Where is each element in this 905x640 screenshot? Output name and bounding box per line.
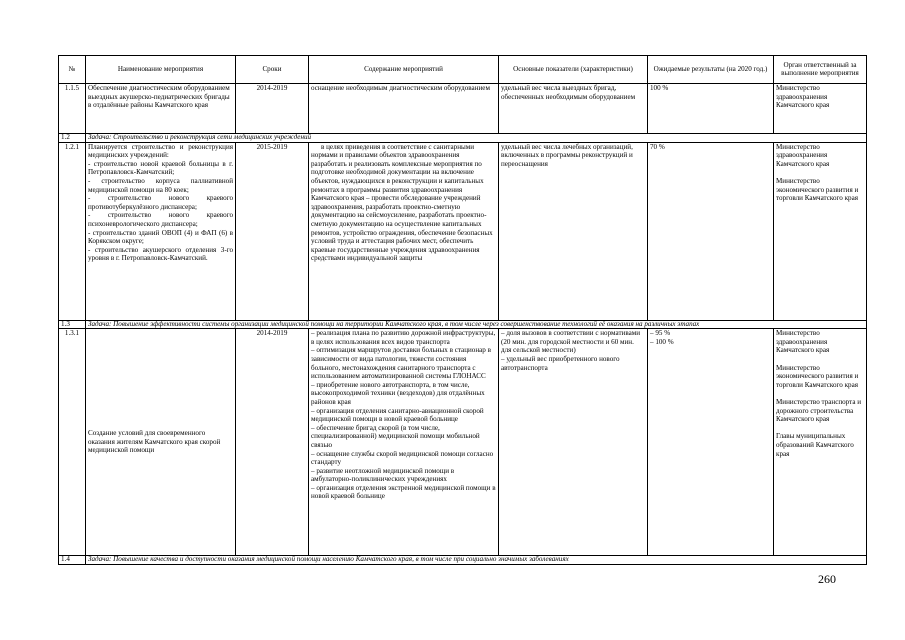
row-name: Обеспечение диагностическим оборудованием выездных акушерско-педиатрических бригады в отдалённые районы Камчатского края: [86, 84, 236, 134]
org-line: Главы муниципальных образований Камчатского края: [776, 432, 854, 458]
content-line: – организация отделения санитарно-авиационной скорой медицинской помощи в новой краевой больнице: [311, 406, 484, 424]
task-text: Задача: Строительство и реконструкция сети медицинских учреждений: [86, 134, 867, 143]
indicator-line: – доля вызовов в соответствии с нормативами (20 мин. для городской местности и 60 мин. для сельской местности): [501, 329, 641, 355]
task-num: 1.2: [59, 134, 86, 143]
content-line: – развитие неотложной медицинской помощи в амбулаторно-поликлинических учреждениях: [311, 466, 455, 484]
org-line: Министерство экономического развития и торговли Камчатского края: [776, 176, 859, 203]
name-line: - строительство новой краевой больницы в г. Петропавловск-Камчатский;: [88, 159, 233, 177]
header-indicators: Основные показатели (характеристики): [499, 56, 648, 84]
row-org: [774, 142, 867, 320]
row-results: 100 %: [648, 84, 774, 134]
header-num: №: [59, 56, 86, 84]
org-line: Министерство экономического развития и торговли Камчатского края: [776, 363, 859, 389]
row-org: [774, 329, 867, 556]
table-header-row: [59, 56, 867, 84]
name-line: - строительство нового краевого психоневрологического диспансера;: [88, 211, 233, 228]
name-line: - строительство акушерского отделения 3-го уровня в г. Петропавловск-Камчатский.: [88, 245, 233, 263]
org-line: Министерство здравоохранения Камчатского края: [776, 142, 830, 168]
row-term: 2014-2019: [236, 84, 309, 134]
row-indicators: удельный вес числа выездных бригад, обеспеченных необходимым оборудованием: [499, 84, 648, 134]
content-line: – обеспечение бригад скорой (в том числе, специализированной) медицинской помощи мобильной связью: [311, 423, 480, 449]
row-num: 1.3.1: [59, 329, 86, 556]
row-content: оснащение необходимым диагностическим оборудованием: [309, 84, 499, 134]
row-term: 2014-2019: [236, 329, 309, 556]
header-results: Ожидаемые результаты (на 2020 год.): [648, 56, 774, 84]
org-gap: [776, 355, 864, 364]
content-line: – оснащение службы скорой медицинской помощи согласно стандарту: [311, 449, 494, 467]
row-name: [86, 142, 236, 320]
task-num: 1.4: [59, 556, 86, 565]
org-line: Министерство транспорта и дорожного строительства Камчатского края: [776, 397, 862, 424]
header-content: Содержание мероприятий: [309, 56, 499, 84]
table-row: [59, 142, 867, 320]
row-content: в целях приведения в соответствие с санитарными нормами и правилами объектов здравоохранения разработать и реализовать комплексные мероприятия по подготовке необходимой документации на включение объектов, нуждающихся в реконструкции и капитальных ремонтах в программы развития здравоохранения Камчатского края – провести обследование учреждений здравоохранения, разработать проектно-сметную документацию на сейсмоусиление, разработать проектно-сметную документацию на осуществление капитальных ремонтов, устройство ограждения, обеспечение безопасных условий труда и аттестация рабочих мест, обеспечить краевые государственные учреждения здравоохранения средствами индивидуальной защиты: [309, 142, 499, 320]
result-line: – 100 %: [650, 337, 674, 346]
content-line: – организация отделения экстренной медицинской помощи в новой краевой больнице: [311, 483, 496, 501]
name-line: Планируется строительство и реконструкция медицинских учреждений:: [88, 142, 233, 160]
row-name: Создание условий для своевременного оказания жителям Камчатского края скорой медицинской помощи: [86, 329, 236, 556]
content-line: – реализация плана по развитию дорожной инфраструктуры, в целях использования всех видов транспорта: [311, 329, 496, 346]
indicator-line: – удельный вес приобретенного нового автотранспорта: [501, 354, 620, 372]
task-row: [59, 134, 867, 143]
header-name: Наименование мероприятия: [86, 56, 236, 84]
task-text: Задача: Повышение эффективности системы организации медицинской помощи на территории Камчатского края, в том числе через совершенствование технологий её оказания на различных этапах: [86, 320, 867, 329]
result-line: – 95 %: [650, 329, 671, 338]
row-org: Министерство здравоохранения Камчатского края: [774, 84, 867, 134]
row-indicators: удельный вес числа лечебных организаций, включенных в программы реконструкций и переоснащения: [499, 142, 648, 320]
org-gap: [776, 168, 864, 177]
task-row: [59, 556, 867, 565]
name-line: - строительство нового краевого противотуберкулёзного диспансера;: [88, 194, 233, 211]
row-results: [648, 329, 774, 556]
measures-table: [58, 55, 867, 565]
row-results: 70 %: [648, 142, 774, 320]
name-line: - строительство зданий ОВОП (4) и ФАП (6) в Корякском округе;: [88, 228, 233, 246]
row-num: 1.1.5: [59, 84, 86, 134]
header-term: Сроки: [236, 56, 309, 84]
row-term: 2015-2019: [236, 142, 309, 320]
content-line: – оптимизация маршрутов доставки больных в стационар в зависимости от вида патологии, тяжести состояния больного, местонахождения санитарного транспорта с использованием автоматизированной системы ГЛОНАСС: [311, 346, 491, 381]
name-line: - строительство корпуса паллиативной медицинской помощи на 80 коек;: [88, 176, 233, 194]
content-line: – приобретение нового автотранспорта, в том числе, высокопроходимой техники (вездеходов) для отдалённых районов края: [311, 380, 485, 406]
row-num: 1.2.1: [59, 142, 86, 320]
table-row: [59, 84, 867, 134]
org-gap: [776, 424, 864, 433]
row-indicators: [499, 329, 648, 556]
org-line: Министерство здравоохранения Камчатского края: [776, 329, 830, 355]
task-text: Задача: Повышение качества и доступности оказания медицинской помощи населению Камчатского края, в том числе при социально значимых заболеваниях: [86, 556, 867, 565]
row-content: [309, 329, 499, 556]
header-org: Орган ответственный за выполнение мероприятия: [774, 56, 867, 84]
org-gap: [776, 389, 864, 398]
task-num: 1.3: [59, 320, 86, 329]
table-row: [59, 329, 867, 556]
task-row: [59, 320, 867, 329]
page-number: 260: [818, 572, 836, 586]
